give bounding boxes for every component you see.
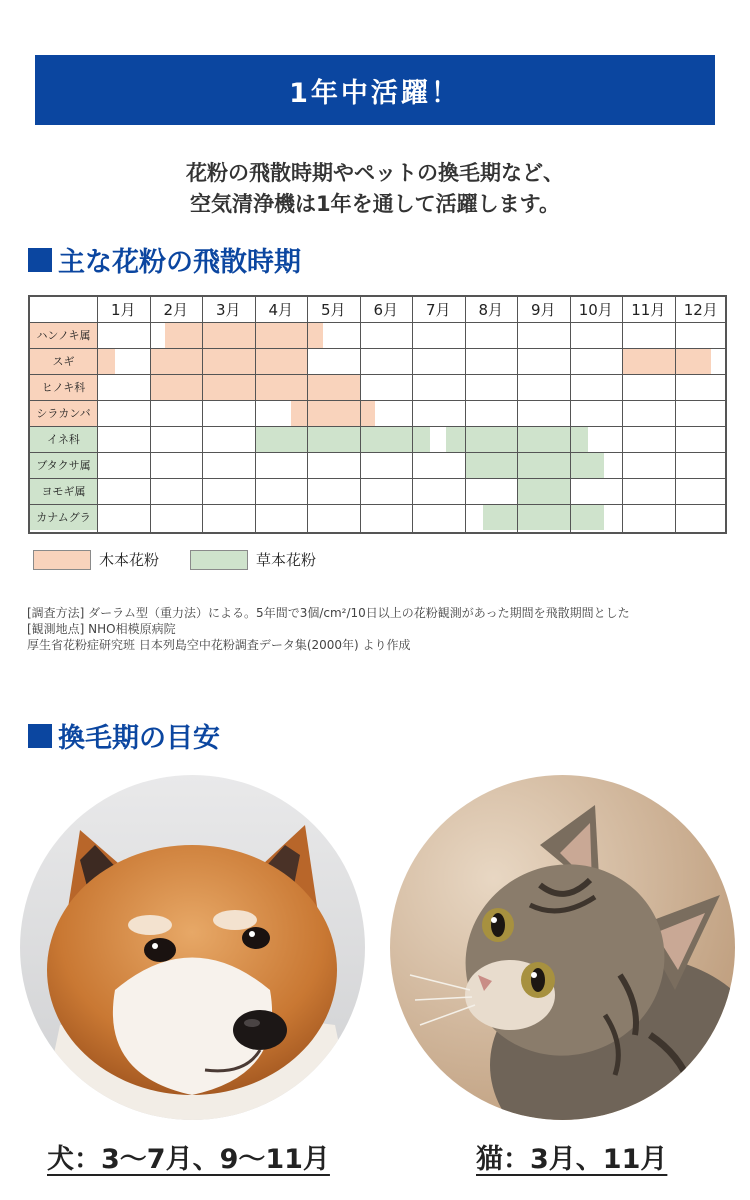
table-column-divider <box>622 297 623 532</box>
month-header: 9月 <box>530 301 556 319</box>
intro-line-1: 花粉の飛散時期やペットの換毛期など、 <box>186 161 564 185</box>
legend-woody-label: 木本花粉 <box>99 551 160 569</box>
month-header: 6月 <box>373 301 399 319</box>
table-row-divider <box>30 478 725 479</box>
table-column-divider <box>360 297 361 532</box>
note-source: 厚生省花粉症研究班 日本列島空中花粉調査データ集(2000年) より作成 <box>27 638 411 652</box>
intro-text <box>0 158 750 220</box>
table-column-divider <box>675 297 676 532</box>
table-row-divider <box>30 400 725 401</box>
heading-square-icon <box>28 724 52 748</box>
table-row-divider <box>30 348 725 349</box>
pollen-period-bar <box>465 452 604 478</box>
pollen-period-bar <box>622 348 711 374</box>
table-row-divider <box>30 504 725 505</box>
cat-photo <box>390 775 735 1120</box>
table-column-divider <box>465 297 466 532</box>
legend-herbaceous-label: 草本花粉 <box>256 551 317 569</box>
note-location: [観測地点] NHO相模原病院 <box>27 622 176 636</box>
pollen-period-bar <box>165 322 323 348</box>
month-header: 11月 <box>631 301 666 319</box>
pollen-period-bar <box>97 348 115 374</box>
pollen-type-label: カナムグラ <box>36 511 91 524</box>
legend-herbaceous-swatch <box>190 550 248 570</box>
dog-molting-caption: 犬：3〜7月、9〜11月 <box>47 1144 330 1175</box>
table-column-divider <box>517 297 518 532</box>
molting-section-title: 換毛期の目安 <box>58 723 220 754</box>
intro-line-2: 空気清浄機は1年を通して活躍します。 <box>190 192 560 216</box>
month-header: 5月 <box>320 301 346 319</box>
month-header: 8月 <box>478 301 504 319</box>
legend-herbaceous <box>190 549 316 570</box>
table-column-divider <box>412 297 413 532</box>
note-method: [調査方法] ダーラム型（重力法）による。5年間で3個/cm²/10日以上の花粉観測があった期間を飛散期間とした <box>27 606 630 620</box>
table-row-divider <box>30 374 725 375</box>
pollen-type-label: ヨモギ属 <box>41 485 86 498</box>
pollen-type-label: ハンノキ属 <box>36 329 91 342</box>
month-header: 10月 <box>578 301 613 319</box>
table-column-divider <box>570 297 571 532</box>
cat-molting-caption: 猫：3月、11月 <box>476 1144 668 1175</box>
pollen-type-label: スギ <box>52 355 75 368</box>
table-row-divider <box>30 426 725 427</box>
pollen-period-bar <box>255 426 431 452</box>
table-row-divider <box>30 322 725 323</box>
pollen-type-label: ブタクサ属 <box>36 459 91 472</box>
header-banner <box>35 55 715 125</box>
table-column-divider <box>307 297 308 532</box>
table-column-divider <box>150 297 151 532</box>
pollen-period-bar <box>517 478 570 504</box>
table-column-divider <box>97 297 98 532</box>
month-header: 7月 <box>425 301 451 319</box>
month-header: 12月 <box>683 301 718 319</box>
banner-title: 1年中活躍！ <box>289 77 461 109</box>
cat-illustration <box>390 775 735 1120</box>
pollen-section-title: 主な花粉の飛散時期 <box>58 247 301 278</box>
molting-section-heading <box>28 716 220 755</box>
pollen-section-heading <box>28 240 301 279</box>
pollen-period-bar <box>483 504 604 530</box>
table-row-divider <box>30 452 725 453</box>
table-column-divider <box>255 297 256 532</box>
month-header: 4月 <box>268 301 294 319</box>
dog-illustration <box>20 775 365 1120</box>
heading-square-icon <box>28 248 52 272</box>
pollen-type-label: シラカンバ <box>36 407 91 420</box>
month-header: 2月 <box>163 301 189 319</box>
survey-notes <box>27 605 742 653</box>
pollen-table <box>28 295 727 534</box>
month-header: 1月 <box>110 301 136 319</box>
pollen-type-label: イネ科 <box>47 433 80 446</box>
pollen-period-bar <box>150 348 308 374</box>
dog-photo <box>20 775 365 1120</box>
table-column-divider <box>202 297 203 532</box>
pollen-period-bar <box>291 400 375 426</box>
legend-woody <box>33 549 159 570</box>
legend-woody-swatch <box>33 550 91 570</box>
month-header: 3月 <box>215 301 241 319</box>
pollen-type-label: ヒノキ科 <box>41 381 86 394</box>
